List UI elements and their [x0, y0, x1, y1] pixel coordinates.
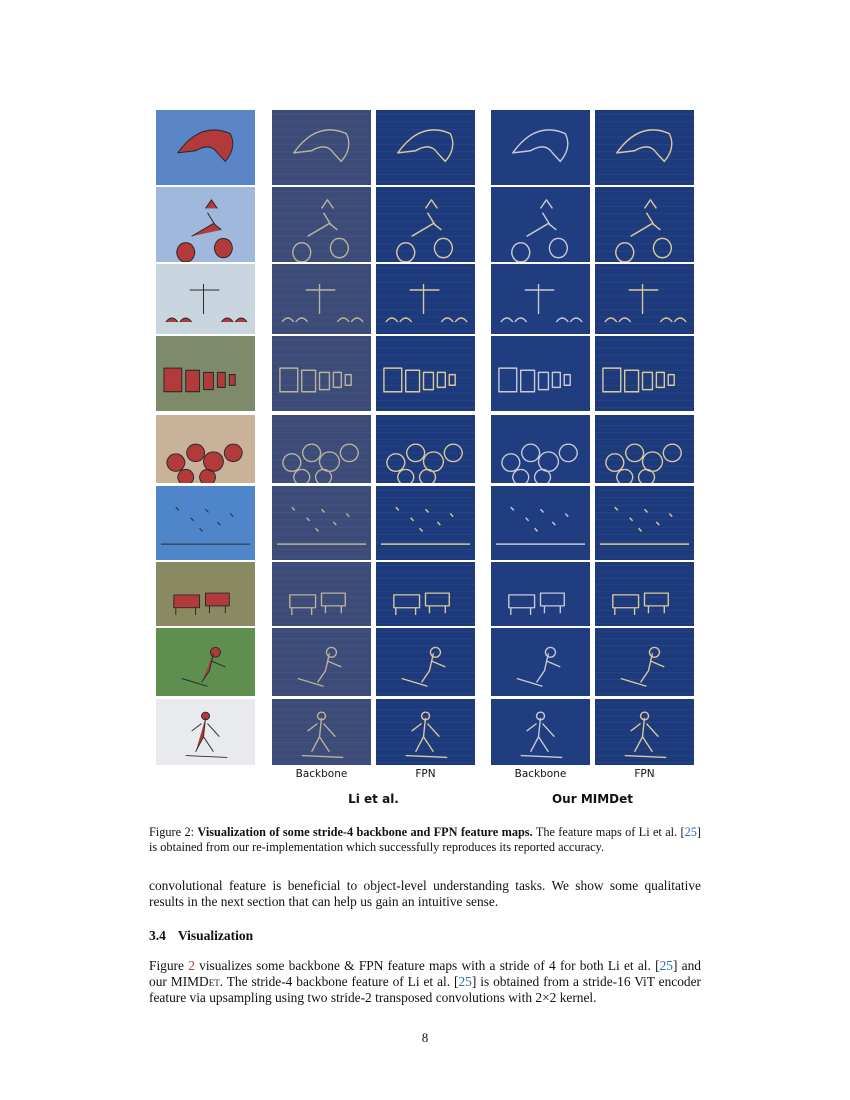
group-label-ours: Our MIMDet [551, 792, 634, 806]
p2-text: Figure [149, 958, 189, 973]
column-label-li-fpn: FPN [415, 768, 436, 780]
citation-link[interactable]: 25 [458, 974, 472, 989]
column-label-ours-backbone: Backbone [514, 768, 567, 780]
image-beach-li-backbone [272, 264, 371, 334]
paragraph-2 [149, 958, 701, 1006]
image-skier-ours-backbone [491, 699, 590, 765]
image-motocross-photo [156, 187, 255, 262]
method-name: MIMDet [170, 974, 220, 989]
image-cows-field-photo [156, 562, 255, 626]
image-cattle-road-ours-fpn [595, 336, 694, 411]
image-motocross-ours-fpn [595, 187, 694, 262]
p2-text: ] and our [149, 958, 701, 989]
image-beach-ours-fpn [595, 264, 694, 334]
p2-text: . The stride-4 backbone feature of Li et al. [ [219, 974, 459, 989]
image-beach-photo [156, 264, 255, 334]
image-kite-li-backbone [272, 110, 371, 185]
image-beach-ours-backbone [491, 264, 590, 334]
image-cows-field-li-fpn [376, 562, 475, 626]
figure-2 [156, 110, 696, 770]
image-motocross-li-fpn [376, 187, 475, 262]
image-cows-field-ours-fpn [595, 562, 694, 626]
paragraph-1: convolutional feature is beneficial to object-level understanding tasks. We show some qualitative results in the next section that can help us gain an intuitive sense. [149, 878, 701, 909]
image-cows-field-li-backbone [272, 562, 371, 626]
image-kite-ours-backbone [491, 110, 590, 185]
image-kites-park-photo [156, 486, 255, 560]
image-fruit-ours-backbone [491, 415, 590, 483]
image-kite-ours-fpn [595, 110, 694, 185]
image-cattle-road-li-backbone [272, 336, 371, 411]
image-fruit-photo [156, 415, 255, 483]
image-motocross-ours-backbone [491, 187, 590, 262]
image-kite-photo [156, 110, 255, 185]
section-number: 3.4 [149, 928, 166, 943]
image-skier-li-fpn [376, 699, 475, 765]
column-label-li-backbone: Backbone [295, 768, 348, 780]
image-cattle-road-li-fpn [376, 336, 475, 411]
image-fruit-li-backbone [272, 415, 371, 483]
image-kites-park-ours-backbone [491, 486, 590, 560]
section-heading [149, 928, 253, 944]
figure-ref-link[interactable]: 2 [188, 958, 195, 973]
image-kite-li-fpn [376, 110, 475, 185]
column-label-ours-fpn: FPN [634, 768, 655, 780]
image-skier-li-backbone [272, 699, 371, 765]
image-baseball-li-fpn [376, 628, 475, 696]
image-kites-park-li-backbone [272, 486, 371, 560]
image-cows-field-ours-backbone [491, 562, 590, 626]
image-baseball-ours-backbone [491, 628, 590, 696]
citation-link[interactable]: 25 [684, 825, 697, 839]
p2-text: ] is obtained from a stride-16 ViT encoder feature via upsampling using two stride-2 transposed convolutions with 2×2 kernel. [149, 974, 702, 1005]
image-skier-photo [156, 699, 255, 765]
caption-title: Visualization of some stride-4 backbone and FPN feature maps. [197, 825, 533, 839]
image-cattle-road-photo [156, 336, 255, 411]
image-baseball-photo [156, 628, 255, 696]
caption-text-2: ] is obtained from our re-implementation which successfully reproduces its reported accuracy. [149, 825, 701, 854]
caption-text-1: The feature maps of Li et al. [ [535, 825, 685, 839]
image-motocross-li-backbone [272, 187, 371, 262]
figure-caption [149, 825, 701, 855]
group-label-li: Li et al. [348, 792, 399, 806]
image-fruit-ours-fpn [595, 415, 694, 483]
image-baseball-li-backbone [272, 628, 371, 696]
image-skier-ours-fpn [595, 699, 694, 765]
image-kites-park-li-fpn [376, 486, 475, 560]
p2-text: visualizes some backbone & FPN feature maps with a stride of 4 for both Li et al. [ [194, 958, 660, 973]
image-beach-li-fpn [376, 264, 475, 334]
image-fruit-li-fpn [376, 415, 475, 483]
caption-prefix: Figure 2: [149, 825, 195, 839]
citation-link[interactable]: 25 [659, 958, 673, 973]
page-number: 8 [421, 1030, 429, 1045]
section-title: Visualization [177, 928, 254, 943]
image-kites-park-ours-fpn [595, 486, 694, 560]
image-baseball-ours-fpn [595, 628, 694, 696]
image-cattle-road-ours-backbone [491, 336, 590, 411]
